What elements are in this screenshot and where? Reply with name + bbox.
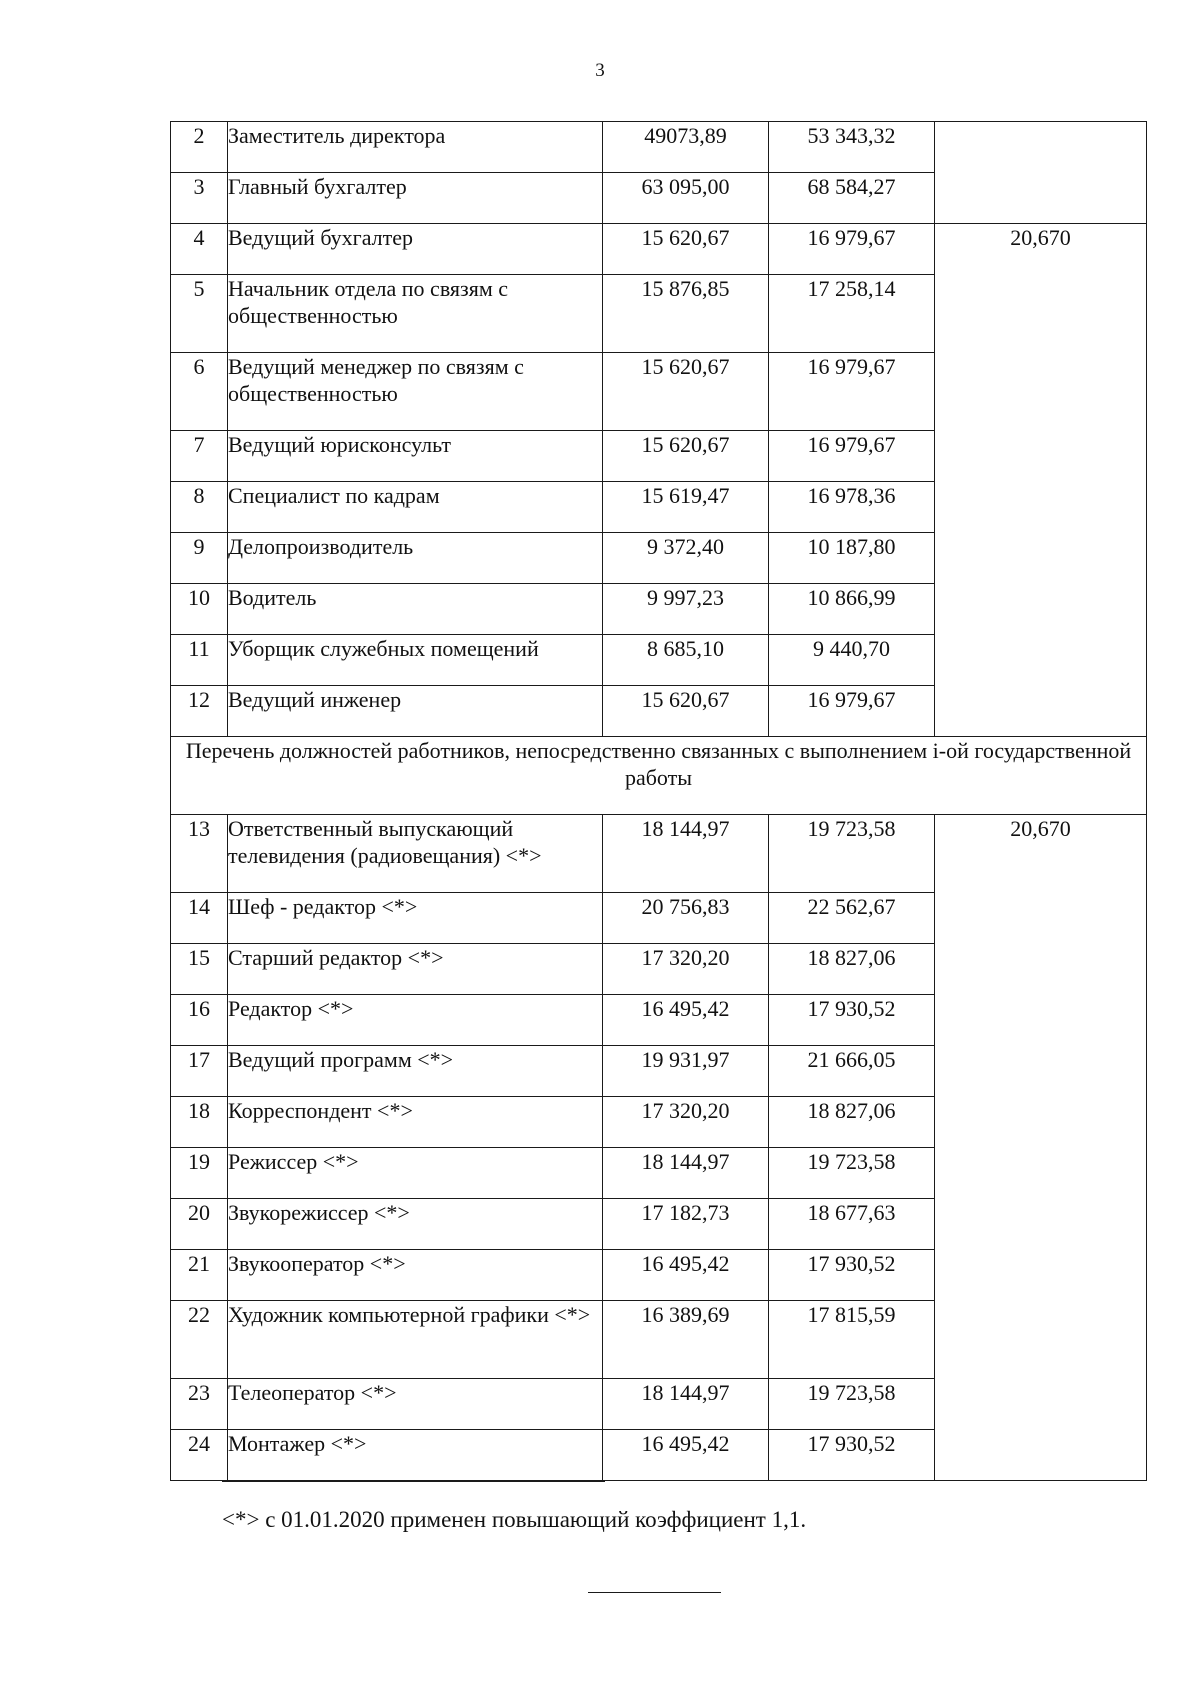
salary-value-1: 15 620,67 [603,224,769,275]
salary-table [170,121,1147,1481]
row-number: 14 [171,893,228,944]
salary-value-1: 15 620,67 [603,353,769,431]
row-number: 5 [171,275,228,353]
salary-value-2: 18 677,63 [769,1199,935,1250]
salary-value-1: 17 320,20 [603,944,769,995]
position-name: Корреспондент <*> [228,1097,603,1148]
section-header-row [171,737,1147,815]
row-number: 23 [171,1379,228,1430]
salary-value-2: 17 258,14 [769,275,935,353]
row-number: 21 [171,1250,228,1301]
coefficient-value: 20,670 [935,224,1147,737]
salary-value-2: 22 562,67 [769,893,935,944]
salary-value-2: 16 979,67 [769,431,935,482]
salary-value-2: 53 343,32 [769,122,935,173]
position-name: Главный бухгалтер [228,173,603,224]
salary-value-1: 9 372,40 [603,533,769,584]
position-name: Звукорежиссер <*> [228,1199,603,1250]
salary-value-2: 21 666,05 [769,1046,935,1097]
row-number: 12 [171,686,228,737]
position-name: Старший редактор <*> [228,944,603,995]
position-name: Ведущий программ <*> [228,1046,603,1097]
footnote-text: <*> с 01.01.2020 применен повышающий коэффициент 1,1. [222,1507,807,1532]
position-name: Начальник отдела по связям с общественностью [228,275,603,353]
row-number: 7 [171,431,228,482]
position-name: Ведущий менеджер по связям с общественностью [228,353,603,431]
salary-value-1: 8 685,10 [603,635,769,686]
salary-value-1: 16 389,69 [603,1301,769,1379]
row-number: 11 [171,635,228,686]
salary-value-1: 18 144,97 [603,1148,769,1199]
end-divider [588,1592,721,1593]
salary-value-1: 17 182,73 [603,1199,769,1250]
salary-value-1: 15 619,47 [603,482,769,533]
salary-value-1: 20 756,83 [603,893,769,944]
row-number: 17 [171,1046,228,1097]
salary-value-2: 10 187,80 [769,533,935,584]
row-number: 6 [171,353,228,431]
salary-value-2: 17 930,52 [769,995,935,1046]
position-name: Ведущий инженер [228,686,603,737]
coefficient-value: 20,670 [935,815,1147,1481]
salary-value-2: 18 827,06 [769,944,935,995]
salary-value-1: 17 320,20 [603,1097,769,1148]
table-row [171,815,1147,893]
salary-value-2: 16 978,36 [769,482,935,533]
salary-value-2: 18 827,06 [769,1097,935,1148]
salary-value-2: 17 930,52 [769,1250,935,1301]
salary-value-1: 16 495,42 [603,1430,769,1481]
salary-value-1: 15 620,67 [603,431,769,482]
salary-value-2: 19 723,58 [769,1148,935,1199]
salary-value-2: 10 866,99 [769,584,935,635]
position-name: Редактор <*> [228,995,603,1046]
position-name: Монтажер <*> [228,1430,603,1481]
row-number: 4 [171,224,228,275]
salary-value-2: 16 979,67 [769,224,935,275]
row-number: 13 [171,815,228,893]
position-name: Заместитель директора [228,122,603,173]
row-number: 16 [171,995,228,1046]
position-name: Ведущий юрисконсульт [228,431,603,482]
position-name: Ведущий бухгалтер [228,224,603,275]
page-number: 3 [595,60,605,81]
position-name: Специалист по кадрам [228,482,603,533]
salary-value-1: 19 931,97 [603,1046,769,1097]
salary-value-1: 18 144,97 [603,1379,769,1430]
row-number: 22 [171,1301,228,1379]
salary-value-2: 68 584,27 [769,173,935,224]
position-name: Звукооператор <*> [228,1250,603,1301]
position-name: Уборщик служебных помещений [228,635,603,686]
salary-value-1: 16 495,42 [603,995,769,1046]
salary-value-1: 15 876,85 [603,275,769,353]
table-row [171,224,1147,275]
row-number: 19 [171,1148,228,1199]
salary-value-1: 49073,89 [603,122,769,173]
position-name: Водитель [228,584,603,635]
salary-value-1: 16 495,42 [603,1250,769,1301]
salary-value-1: 63 095,00 [603,173,769,224]
position-name: Телеоператор <*> [228,1379,603,1430]
row-number: 15 [171,944,228,995]
row-number: 3 [171,173,228,224]
salary-value-2: 19 723,58 [769,815,935,893]
row-number: 24 [171,1430,228,1481]
row-number: 9 [171,533,228,584]
table-row [171,122,1147,173]
salary-value-2: 17 930,52 [769,1430,935,1481]
coefficient-cell-empty [935,122,1147,224]
position-name: Художник компьютерной графики <*> [228,1301,603,1379]
row-number: 20 [171,1199,228,1250]
row-number: 2 [171,122,228,173]
salary-value-2: 9 440,70 [769,635,935,686]
salary-value-2: 16 979,67 [769,686,935,737]
row-number: 8 [171,482,228,533]
position-name: Делопроизводитель [228,533,603,584]
salary-value-1: 9 997,23 [603,584,769,635]
position-name: Ответственный выпускающий телевидения (радиовещания) <*> [228,815,603,893]
section-header: Перечень должностей работников, непосредственно связанных с выполнением i-ой государственной работы [171,737,1147,815]
salary-value-2: 16 979,67 [769,353,935,431]
position-name: Шеф - редактор <*> [228,893,603,944]
row-number: 18 [171,1097,228,1148]
salary-value-1: 15 620,67 [603,686,769,737]
salary-value-1: 18 144,97 [603,815,769,893]
salary-value-2: 17 815,59 [769,1301,935,1379]
row-number: 10 [171,584,228,635]
position-name: Режиссер <*> [228,1148,603,1199]
footnote-divider [222,1481,605,1482]
salary-value-2: 19 723,58 [769,1379,935,1430]
